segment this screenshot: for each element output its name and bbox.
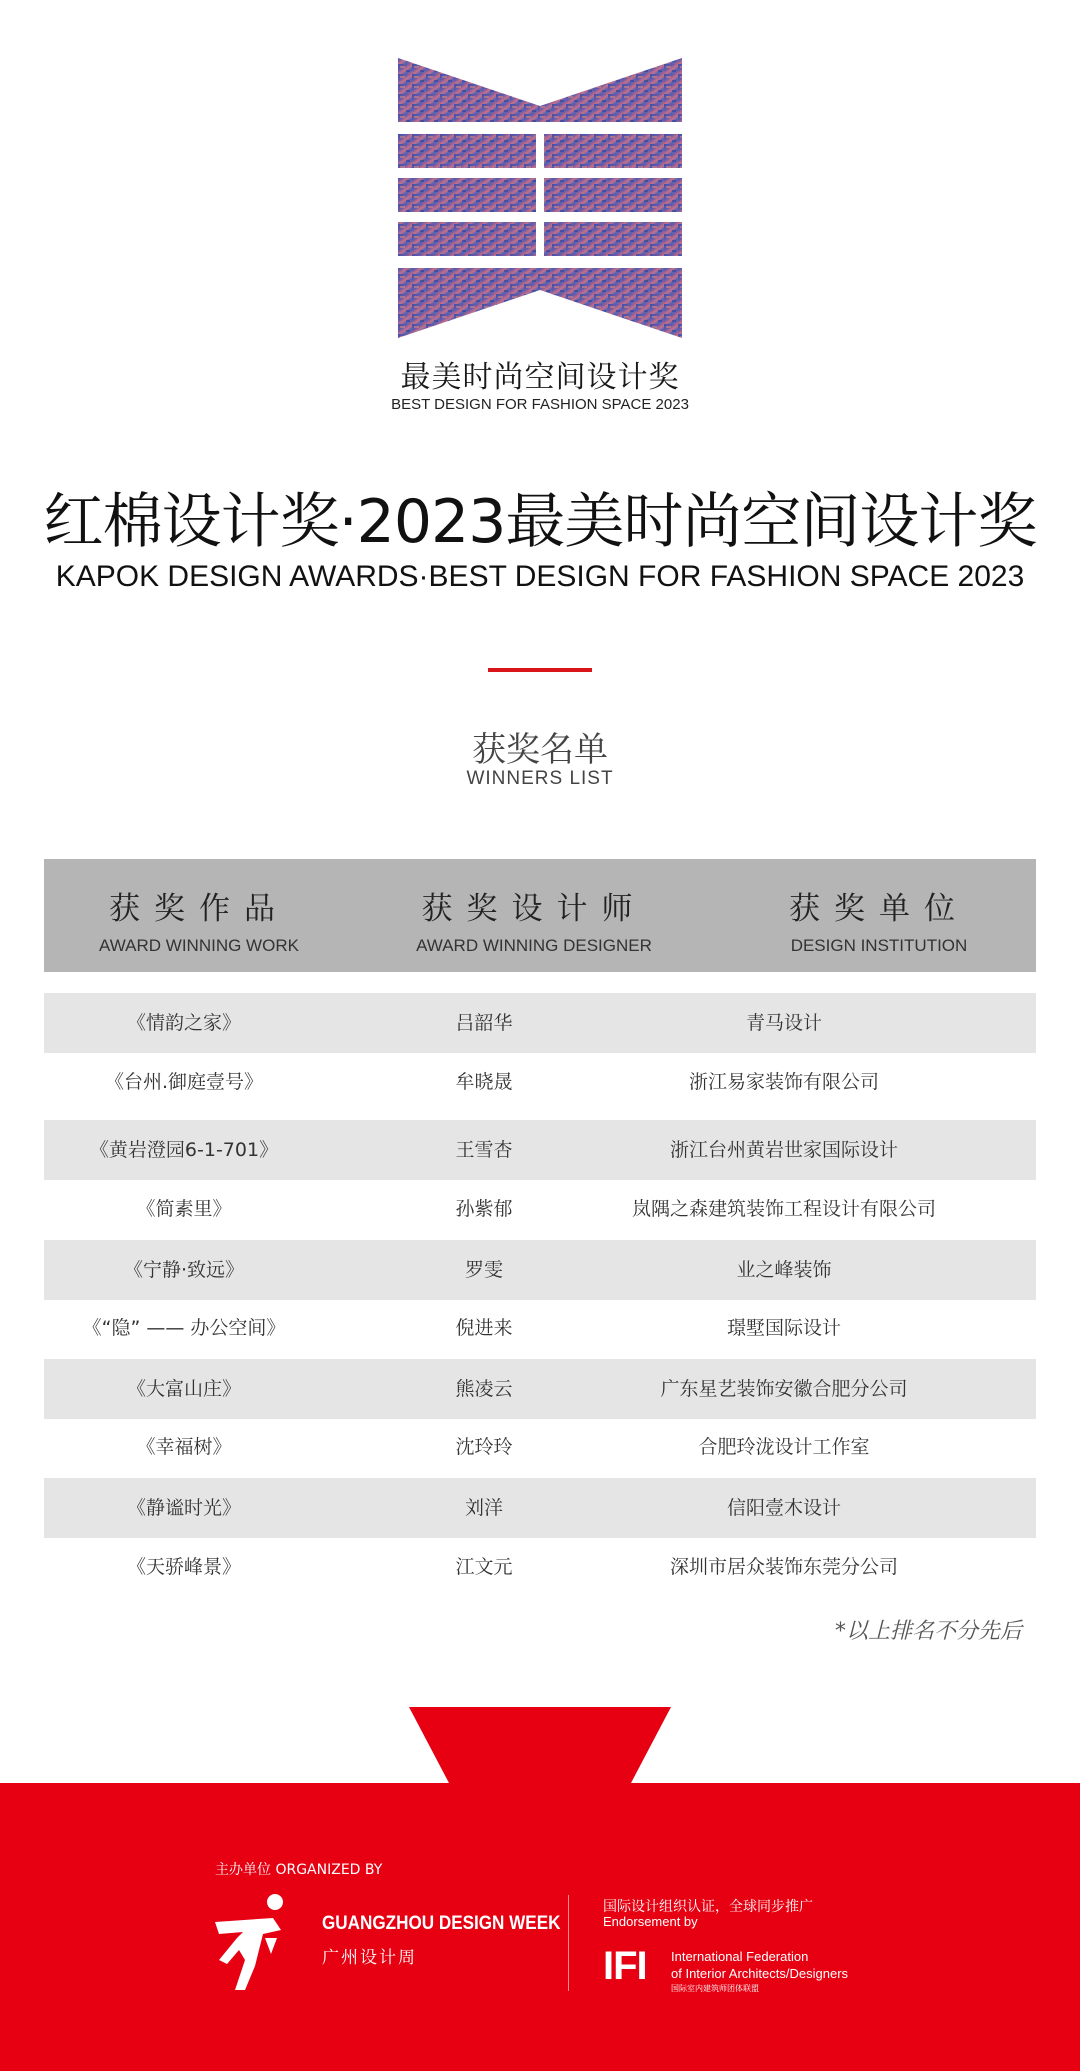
logo-title-zh: 最美时尚空间设计奖 (400, 360, 680, 395)
column-header-designer-zh: 获奖设计师 (421, 891, 647, 927)
cell-institution: 璟墅国际设计 (726, 1317, 841, 1339)
cell-designer: 吕韶华 (455, 1012, 513, 1034)
section-title-zh: 获奖名单 (472, 730, 608, 770)
gdw-name-en: GUANGZHOU DESIGN WEEK (322, 1913, 561, 1934)
ifi-name-line1: International Federation (671, 1949, 809, 1964)
cell-work: 《黄岩澄园6-1-701》 (89, 1139, 279, 1161)
cell-work: 《情韵之家》 (126, 1012, 241, 1034)
cell-institution: 岚隅之森建筑装饰工程设计有限公司 (631, 1198, 936, 1220)
award-emblem-logo (398, 54, 682, 338)
guangzhou-design-week-logo-icon (215, 1894, 295, 1990)
ifi-name-zh: 国际室内建筑师团体联盟 (671, 1984, 759, 1993)
cell-work: 《宁静·致远》 (123, 1259, 245, 1281)
table-row (44, 1417, 1036, 1477)
ifi-logo: IFI (603, 1944, 647, 1988)
cell-designer: 沈玲玲 (455, 1436, 513, 1458)
table-row (44, 1478, 1036, 1538)
column-header-institution-en: DESIGN INSTITUTION (790, 936, 968, 955)
cell-institution: 合肥玲泷设计工作室 (698, 1436, 870, 1458)
section-title-en: WINNERS LIST (466, 768, 614, 789)
column-header-work (44, 883, 354, 956)
column-header-work-en: AWARD WINNING WORK (99, 936, 299, 955)
cell-institution: 浙江易家装饰有限公司 (688, 1071, 879, 1093)
cell-work: 《幸福树》 (136, 1436, 232, 1458)
table-row (44, 1240, 1036, 1300)
table-row (44, 1120, 1036, 1180)
winners-table-header (44, 859, 1036, 972)
organizer-label: 主办单位 ORGANIZED BY (215, 1862, 383, 1878)
column-header-institution (724, 883, 1034, 956)
column-header-institution-zh: 获奖单位 (789, 891, 969, 927)
cell-designer: 牟晓晟 (455, 1071, 513, 1093)
column-header-work-zh: 获奖作品 (109, 891, 289, 927)
cell-work: 《天骄峰景》 (126, 1556, 241, 1578)
cell-work: 《大富山庄》 (126, 1378, 241, 1400)
page-title-en: KAPOK DESIGN AWARDS·BEST DESIGN FOR FASHION SPACE 2023 (55, 560, 1025, 593)
cell-institution: 业之峰装饰 (736, 1259, 832, 1281)
cell-designer: 熊凌云 (455, 1378, 513, 1400)
endorsement-label-en: Endorsement by (603, 1914, 698, 1929)
cell-institution: 信阳壹木设计 (726, 1497, 841, 1519)
table-row (44, 1298, 1036, 1358)
cell-institution: 浙江台州黄岩世家国际设计 (669, 1139, 898, 1161)
title-divider (488, 668, 592, 672)
gdw-name-zh: 广州设计周 (322, 1948, 417, 1968)
table-row (44, 1359, 1036, 1419)
footer-divider (568, 1895, 569, 1991)
cell-work: 《台州.御庭壹号》 (104, 1071, 264, 1093)
table-row (44, 1179, 1036, 1239)
logo-title-en: BEST DESIGN FOR FASHION SPACE 2023 (391, 396, 689, 413)
cell-designer: 罗雯 (464, 1259, 503, 1281)
cell-designer: 江文元 (455, 1556, 513, 1578)
cell-designer: 孙紫郁 (455, 1198, 513, 1220)
cell-designer: 倪进来 (455, 1317, 513, 1339)
cell-institution: 广东星艺装饰安徽合肥分公司 (660, 1378, 908, 1400)
table-row (44, 993, 1036, 1053)
cell-designer: 刘洋 (464, 1497, 503, 1519)
endorsement-label-zh: 国际设计组织认证，全球同步推广 (603, 1899, 813, 1915)
page-title-zh: 红棉设计奖·2023最美时尚空间设计奖 (43, 487, 1037, 557)
ranking-note: *以上排名不分先后 (834, 1619, 1022, 1644)
cell-institution: 深圳市居众装饰东莞分公司 (669, 1556, 898, 1578)
cell-work: 《“隐” —— 办公空间》 (82, 1317, 286, 1339)
column-header-designer (374, 883, 694, 956)
table-row (44, 1052, 1036, 1112)
table-row (44, 1537, 1036, 1597)
cell-work: 《静谧时光》 (126, 1497, 241, 1519)
cell-designer: 王雪杏 (455, 1139, 513, 1161)
column-header-designer-en: AWARD WINNING DESIGNER (416, 936, 652, 955)
ifi-name-line2: of Interior Architects/Designers (671, 1966, 849, 1981)
footer-band (0, 1707, 1080, 2071)
cell-institution: 青马设计 (745, 1012, 822, 1034)
cell-work: 《简素里》 (136, 1198, 232, 1220)
